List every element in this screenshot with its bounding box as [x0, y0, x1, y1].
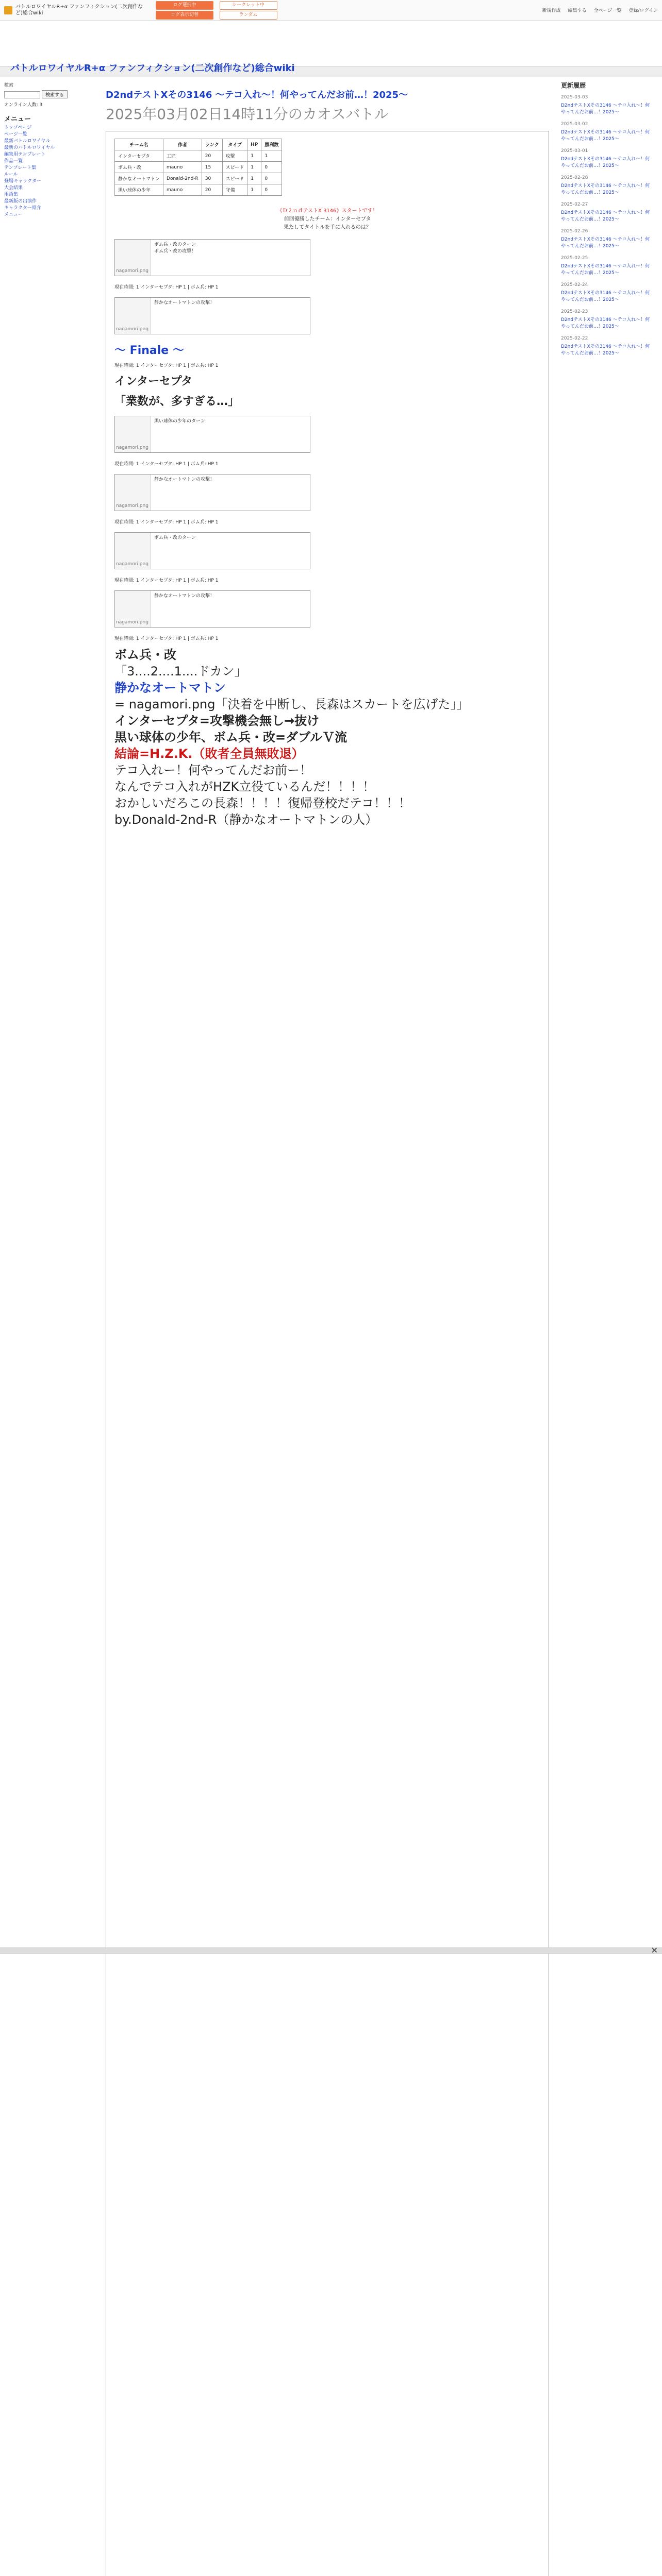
header — [0, 21, 662, 74]
cell: インターセプタ — [115, 150, 163, 162]
turn-line: 現在時間: 1 インターセプタ: HP 1 | ボム兵: HP 1 — [114, 578, 219, 583]
turn-box — [114, 416, 310, 453]
history-date: 2025-02-26 — [561, 229, 588, 234]
th-team: チーム名 — [115, 139, 163, 150]
log-toggle-button[interactable]: ログ表示切替 — [156, 11, 213, 20]
th-rank: ランク — [202, 139, 222, 150]
cell: 1 — [247, 184, 261, 196]
final-line: 「3....2....1....ドカン」 — [114, 664, 247, 679]
menu-link-1[interactable]: ページ一覧 — [4, 131, 27, 137]
close-icon[interactable]: ✕ — [651, 1945, 658, 1955]
menu-link-13[interactable]: メニュー — [4, 212, 23, 217]
final-line: インターセプタ=攻撃機会無し→抜け — [114, 714, 320, 728]
cell: mauno — [163, 162, 202, 173]
start-line: 《Ｄ２ｎｄテストX 3146》スタートです！ — [277, 208, 378, 214]
cell: 工匠 — [163, 150, 202, 162]
cell: 20 — [202, 184, 222, 196]
table-row — [115, 162, 282, 173]
th-wins: 勝利数 — [261, 139, 282, 150]
cell: 30 — [202, 173, 222, 184]
turn-line: 現在時間: 1 インターセプタ: HP 1 | ボム兵: HP 1 — [114, 520, 219, 525]
cell: 1 — [261, 150, 282, 162]
turn-text: 静かなオートマトンの攻撃！ — [154, 300, 215, 306]
final-line: by.Donald-2nd-R（静かなオートマトンの人） — [114, 812, 378, 827]
nav-all-pages[interactable]: 全ページ一覧 — [593, 8, 622, 13]
start-line: 前回優勝したチーム：インターセプタ — [284, 216, 371, 222]
main-content — [106, 77, 549, 2576]
cell: 1 — [247, 173, 261, 184]
history-title: 更新履歴 — [561, 82, 586, 89]
final-line: おかしいだろこの長森！！！！復帰登校だテコ！！！ — [114, 796, 411, 810]
character-image: nagamori.png — [115, 416, 151, 452]
history-link[interactable]: D2ndテストXその3146 ～テコ入れ～！何やってんだお前…！2025～ — [561, 183, 650, 195]
history-date: 2025-03-02 — [561, 122, 588, 127]
turn-line: 現在時間: 1 インターセプタ: HP 1 | ボム兵: HP 1 — [114, 285, 219, 290]
turn-text: ボム兵・改のターン — [154, 535, 196, 540]
character-image: nagamori.png — [115, 533, 151, 569]
history-date: 2025-02-23 — [561, 309, 588, 314]
character-image: nagamori.png — [115, 240, 151, 276]
turn-box — [114, 297, 310, 334]
character-image: nagamori.png — [115, 298, 151, 334]
menu-link-2[interactable]: 最新バトルロワイヤル — [4, 138, 51, 144]
page-wrap — [0, 77, 662, 2576]
top-nav — [542, 7, 658, 13]
cell: 15 — [202, 162, 222, 173]
turn-text: ボム兵・改のターン ボム兵・改の攻撃！ — [154, 242, 196, 254]
th-type: タイプ — [222, 139, 247, 150]
cell: スピード — [222, 162, 247, 173]
history-link[interactable]: D2ndテストXその3146 ～テコ入れ～！何やってんだお前…！2025～ — [561, 130, 650, 142]
cell: 守備 — [222, 184, 247, 196]
cell: Donald-2nd-R — [163, 173, 202, 184]
table-row — [115, 150, 282, 162]
final-line: = nagamori.png「決着を中断し、長森はスカートを広げた」」 — [114, 697, 469, 711]
final-line: ボム兵・改 — [114, 648, 176, 662]
table-row — [115, 173, 282, 184]
turn-box — [114, 590, 310, 628]
history-date: 2025-02-22 — [561, 336, 588, 341]
cell: mauno — [163, 184, 202, 196]
cell: 0 — [261, 162, 282, 173]
history-date: 2025-02-24 — [561, 282, 588, 287]
history-date: 2025-02-27 — [561, 202, 588, 207]
secret-button[interactable]: シークレット中 — [220, 1, 277, 10]
history-date: 2025-02-25 — [561, 256, 588, 261]
battle-log — [106, 131, 549, 2576]
nav-new[interactable]: 新規作成 — [542, 8, 561, 13]
cell: 1 — [247, 162, 261, 173]
nav-edit[interactable]: 編集する — [568, 8, 587, 13]
search-label: 検索 — [4, 83, 14, 88]
cell: 0 — [261, 184, 282, 196]
history-link[interactable]: D2ndテストXその3146 ～テコ入れ～！何やってんだお前…！2025～ — [561, 291, 650, 302]
final-line: 静かなオートマトン — [114, 681, 226, 695]
top-bar — [0, 0, 662, 21]
menu-link-12[interactable]: キャラクター紹介 — [4, 205, 41, 211]
turn-line: 現在時間: 1 インターセプタ: HP 1 | ボム兵: HP 1 — [114, 636, 219, 641]
table-row — [115, 184, 282, 196]
finale-line: 〜 Finale 〜 — [114, 344, 184, 357]
history-link[interactable]: D2ndテストXその3146 ～テコ入れ～！何やってんだお前…！2025～ — [561, 210, 650, 222]
final-line: 結論=H.Z.K.（敗者全員無敗退） — [114, 747, 304, 761]
site-name: バトルロワイヤルR+α ファンフィクション(二次創作など)総合wiki — [15, 4, 143, 16]
final-block — [114, 647, 540, 828]
menu-link-4[interactable]: 編集用テンプレート — [4, 151, 46, 157]
online-count: オンライン人数: 3 — [4, 102, 43, 108]
history-link[interactable]: D2ndテストXその3146 ～テコ入れ～！何やってんだお前…！2025～ — [561, 103, 650, 115]
log-button[interactable]: ログ選択中 — [156, 1, 213, 10]
character-image: nagamori.png — [115, 591, 151, 627]
nav-login[interactable]: 登録/ログイン — [628, 8, 658, 13]
menu-link-11[interactable]: 最新版の出演作 — [4, 198, 37, 204]
history-link[interactable]: D2ndテストXその3146 ～テコ入れ～！何やってんだお前…！2025～ — [561, 237, 650, 249]
turn-text: 黒い球体の少年のターン — [154, 419, 205, 424]
history-date: 2025-03-03 — [561, 95, 588, 100]
cell: 0 — [261, 173, 282, 184]
menu-link-7[interactable]: ルール — [4, 172, 18, 177]
search-button[interactable]: 検索する — [42, 90, 68, 98]
history-link[interactable]: D2ndテストXその3146 ～テコ入れ～！何やってんだお前…！2025～ — [561, 317, 650, 329]
cell: スピード — [222, 173, 247, 184]
turn-line: 現在時間: 1 インターセプタ: HP 1 | ボム兵: HP 1 — [114, 363, 219, 368]
site-logo[interactable] — [4, 4, 150, 16]
start-line: 果たしてタイトルを手に入れるのは？ — [284, 225, 371, 230]
turn-box — [114, 532, 310, 569]
ad-band — [0, 1947, 662, 1954]
winner-name: インターセプタ — [114, 375, 193, 388]
page-subtitle: 2025年03月02日14時11分のカオスバトル — [106, 106, 389, 123]
cell: 攻撃 — [222, 150, 247, 162]
cell: 黒い球体の少年 — [115, 184, 163, 196]
menu-title: メニュー — [4, 115, 31, 123]
logo-icon — [4, 6, 12, 14]
cell: 20 — [202, 150, 222, 162]
th-hp: HP — [247, 139, 261, 150]
turn-line: 現在時間: 1 インターセプタ: HP 1 | ボム兵: HP 1 — [114, 462, 219, 467]
menu-link-10[interactable]: 用語集 — [4, 192, 19, 197]
history-date: 2025-03-01 — [561, 148, 588, 154]
th-author: 作者 — [163, 139, 202, 150]
menu-link-8[interactable]: 登場キャラクター — [4, 178, 41, 184]
winner-quote: 「業数が、多すぎる…」 — [114, 395, 240, 408]
final-line: 黒い球体の少年、ボム兵・改=ダブルＶ流 — [114, 730, 347, 744]
left-sidebar — [4, 82, 97, 218]
cell: ボム兵・改 — [115, 162, 163, 173]
character-image: nagamori.png — [115, 474, 151, 511]
turn-box — [114, 239, 310, 276]
menu-link-3[interactable]: 最新のバトルロワイヤル — [4, 145, 55, 150]
history-link[interactable]: D2ndテストXその3146 ～テコ入れ～！何やってんだお前…！2025～ — [561, 344, 650, 356]
site-title[interactable]: バトルロワイヤルR+α ファンフィクション(二次創作など)総合wiki — [10, 63, 295, 74]
right-sidebar — [561, 82, 654, 357]
turn-text: 静かなオートマトンの攻撃！ — [154, 477, 215, 482]
history-date: 2025-02-28 — [561, 175, 588, 180]
history-link[interactable]: D2ndテストXその3146 ～テコ入れ～！何やってんだお前…！2025～ — [561, 157, 650, 168]
turn-text: 静かなオートマトンの攻撃！ — [154, 594, 215, 599]
menu-link-6[interactable]: テンプレート集 — [4, 165, 37, 171]
page-title: D2ndテストXその3146 ～テコ入れ～！何やってんだお前…！2025～ — [106, 90, 408, 100]
start-message — [109, 207, 545, 232]
final-line: テコ入れー！何やってんだお前ー！ — [114, 763, 312, 777]
cell: 静かなオートマトン — [115, 173, 163, 184]
menu-link-0[interactable]: トップページ — [4, 125, 32, 130]
final-line: なんでテコ入れがHZK立役ているんだ！！！！ — [114, 779, 375, 794]
team-table — [114, 139, 282, 196]
turn-box — [114, 474, 310, 511]
cell: 1 — [247, 150, 261, 162]
random-button[interactable]: ランダム — [220, 11, 277, 20]
search-input[interactable] — [4, 91, 40, 98]
menu-link-5[interactable]: 作品一覧 — [4, 158, 23, 164]
history-link[interactable]: D2ndテストXその3146 ～テコ入れ～！何やってんだお前…！2025～ — [561, 264, 650, 276]
menu-link-9[interactable]: 大会結果 — [4, 185, 23, 191]
